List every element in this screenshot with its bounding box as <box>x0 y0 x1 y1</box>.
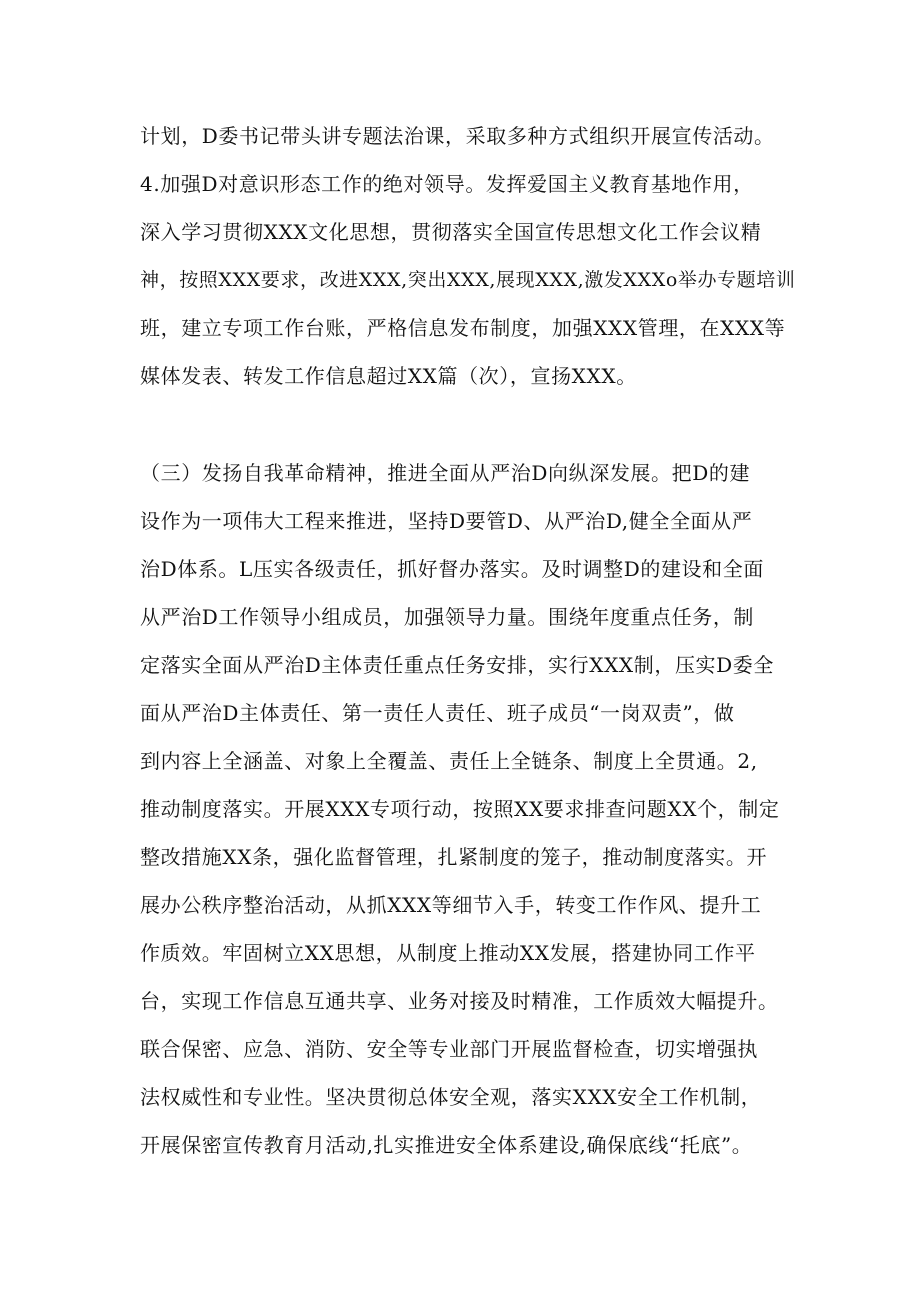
paragraph-2-line-13: 联合保密、应急、消防、安全等专业部门开展监督检查，切实增强执 <box>140 1037 758 1061</box>
paragraph-2-line-15: 开展保密宣传教育月活动,扎实推进安全体系建设,确保底线“托底”。 <box>140 1133 753 1157</box>
paragraph-2-line-9: 整改措施XX条，强化监督管理，扎紧制度的笼子，推动制度落实。开 <box>140 845 768 869</box>
paragraph-1-line-2: 4.加强D对意识形态工作的绝对领导。发挥爱国主义教育基地作用， <box>140 172 754 196</box>
paragraph-2-line-8: 推动制度落实。开展XXX专项行动，按照XX要求排查问题XX个，制定 <box>140 797 780 821</box>
paragraph-2-line-2: 设作为一项伟大工程来推进，坚持D要管D、从严治D,健全全面从严 <box>140 509 753 533</box>
paragraph-1-line-1: 计划，D委书记带头讲专题法治课，采取多种方式组织开展宣传活动。 <box>140 124 775 148</box>
paragraph-2-line-1: （三）发扬自我革命精神，推进全面从严治D向纵深发展。把D的建 <box>140 461 751 485</box>
paragraph-2-line-4: 从严治D工作领导小组成员，加强领导力量。围绕年度重点任务，制 <box>140 605 755 629</box>
paragraph-2-line-11: 作质效。牢固树立XX思想，从制度上推动XX发展，搭建协同工作平 <box>140 941 756 965</box>
paragraph-2-line-7: 到内容上全涵盖、对象上全覆盖、责任上全链条、制度上全贯通。2, <box>140 749 758 773</box>
paragraph-1-line-5: 班，建立专项工作台账，严格信息发布制度，加强XXX管理，在XXX等 <box>140 316 786 340</box>
paragraph-1-line-4: 神，按照XXX要求，改进XXX,突出XXX,展现XXX,激发XXXo举办专题培训 <box>140 269 796 291</box>
paragraph-2-line-6: 面从严治D主体责任、第一责任人责任、班子成员“一岗双责”，做 <box>140 701 735 725</box>
paragraph-2-line-12: 台，实现工作信息互通共享、业务对接及时精准，工作质效大幅提升。 <box>140 989 779 1013</box>
paragraph-1-line-3: 深入学习贯彻XXX文化思想，贯彻落实全国宣传思想文化工作会议精 <box>140 220 762 244</box>
paragraph-1-line-6: 媒体发表、转发工作信息超过XX篇（次），宣扬XXX。 <box>140 364 637 388</box>
paragraph-2-line-10: 展办公秩序整治活动，从抓XXX等细节入手，转变工作作风、提升工 <box>140 893 762 917</box>
paragraph-2-line-3: 治D体系。L压实各级责任，抓好督办落实。及时调整D的建设和全面 <box>140 557 764 581</box>
paragraph-2-line-5: 定落实全面从严治D主体责任重点任务安排，实行XXX制，压实D委全 <box>140 653 774 677</box>
paragraph-2-line-14: 法权威性和专业性。坚决贯彻总体安全观，落实XXX安全工作机制， <box>140 1085 762 1109</box>
